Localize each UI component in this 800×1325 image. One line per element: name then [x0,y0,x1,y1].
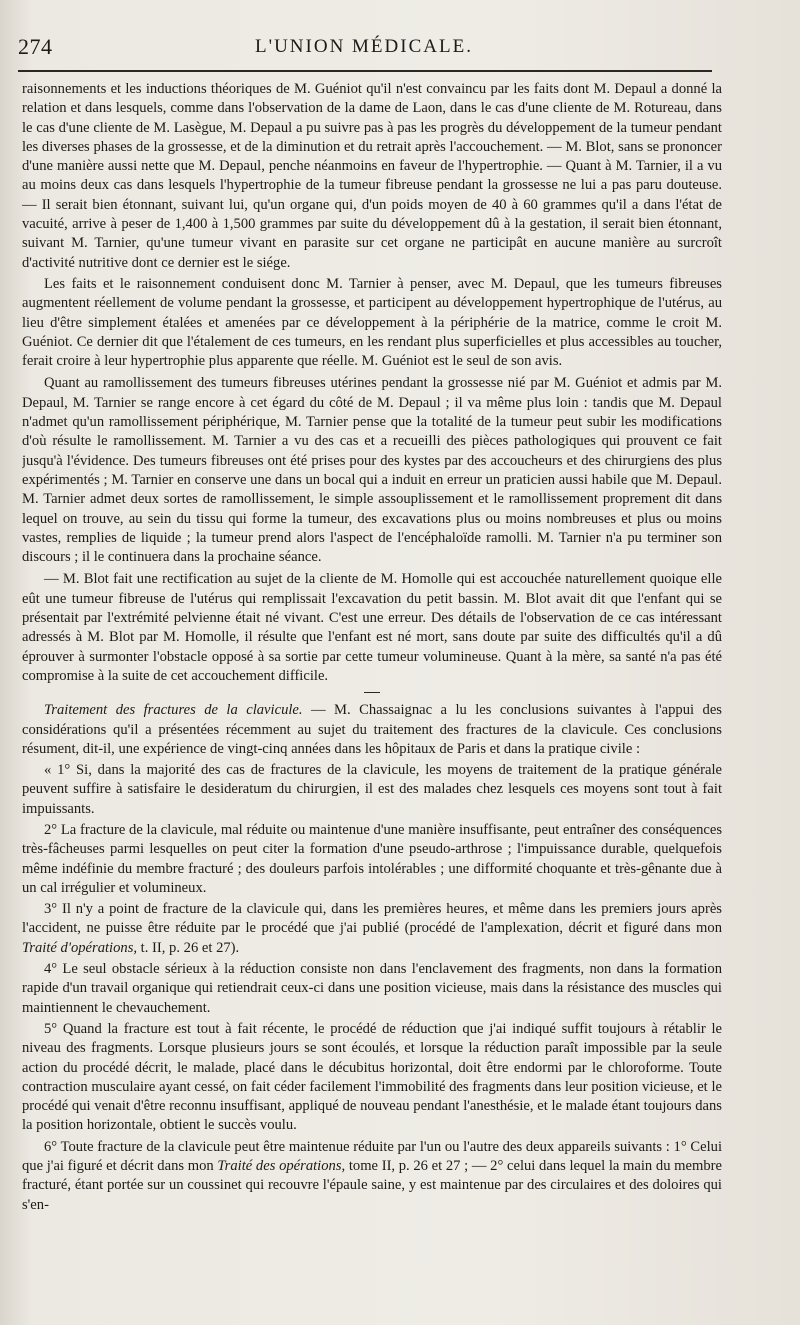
paragraph: Quant au ramollissement des tumeurs fibreuses utérines pendant la grossesse nié par M. Guéniot et admis par M. Depaul, M. Tarnier se range encore à cet égard du côté de M. Depaul ; il va même plus loin : tandis que M. Depaul n'admet qu'un ramollissement périphérique, M. Tarnier pense que la totalité de la tumeur peut subir les modifications d'où résulte le ramollissement. M. Tarnier a vu des cas et a recueilli des pièces pathologiques qui prouvent ce fait jusqu'à l'évidence. Des tumeurs fibreuses ont été prises pour des kystes par des accoucheurs et des chirurgiens des plus expérimentés ; M. Tarnier en conserve une dans un bocal qui a induit en erreur un praticien aussi habile que M. Depaul. M. Tarnier admet deux sortes de ramollissement, le simple assouplissement et le ramollissement proprement dit dans lequel on trouve, au sein du tissu qui forme la tumeur, des excavations plus ou moins nombreuses et plus ou moins vastes, remplies de liquide ; la tumeur prend alors l'aspect de l'encéphaloïde ramolli. M. Tarnier n'a pu terminer son discours ; il le continuera dans la prochaine séance. [22,375,722,566]
section-title: Traitement des fractures de la clavicule. [44,702,303,719]
book-title: Traité d'opérations, [22,939,138,956]
book-title: Traité des opérations, [217,1158,346,1175]
conclusion-item: 2° La fracture de la clavicule, mal réduite ou maintenue d'une manière insuffisante, peut entraîner des conséquences très-fâcheuses parmi lesquelles on peut citer la formation d'une pseudo-arthrose ; l'impuissance durable, quelquefois même indéfinie du membre fracturé ; des douleurs parfois intolérables ; une difformité choquante et très-gênante due à un cal irrégulier et volumineux. [22,821,722,896]
paragraph: Les faits et le raisonnement conduisent donc M. Tarnier à penser, avec M. Depaul, que les tumeurs fibreuses augmentent réellement de volume pendant la grossesse, et participent au développement hypertrophique de l'utérus, au lieu d'être simplement étalées et amenées par ce développement à la périphérie de la matrice, comme le croit M. Guéniot. Ce dernier dit que l'étalement de ces tumeurs, en les rendant plus superficielles et plus accessibles au toucher, ferait croire à leur hypertrophie plus apparente que réelle. M. Guéniot est le seul de son avis. [22,275,722,370]
running-title: L'UNION MÉDICALE. [255,36,473,57]
conclusion-item [22,900,722,958]
section-separator [364,692,380,693]
item-text: tome II, p. 26 et 27 ; — 2° celui dans lequel la main du membre fracturé, étant portée sur un coussinet qui recouvre l'épaule saine, y est maintenue par des circulaires et des doloires qui s'en- [22,1158,722,1213]
conclusion-item [22,1138,722,1215]
section-intro-text: — M. Chassaignac a lu les conclusions suivantes à l'appui des considérations qu'il a présentées récemment au sujet du traitement des fractures de la clavicule. Ces conclusions résument, dit-il, une expérience de vingt-cinq années dans les hôpitaux de Paris et dans la pratique civile : [22,702,722,757]
item-text: 6° Toute fracture de la clavicule peut être maintenue réduite par l'un ou l'autre des deux appareils suivants : 1° Celui que j'ai figuré et décrit dans mon [22,1138,722,1175]
conclusion-item: 4° Le seul obstacle sérieux à la réduction consiste non dans l'enclavement des fragments, non dans la formation rapide d'un travail organique qui retiendrait ceux-ci dans une position vicieuse, mais dans la résistance des muscles qui maintiennent le chevauchement. [22,961,722,1016]
conclusion-item: 5° Quand la fracture est tout à fait récente, le procédé de réduction que j'ai indiqué suffit toujours à rétablir le niveau des fragments. Lorsque plusieurs jours se sont écoulés, et lorsque la réduction paraît impossible par la seule action du procédé décrit, le malade, placé dans le décubitus horizontal, doit être endormi par le chloroforme. Toute contraction musculaire ayant cessé, on fait céder facilement l'immobilité des fragments dans leur position vicieuse, et le procédé qui venait d'être reconnu insuffisant, appliqué de nouveau pendant l'anesthésie, et le malade étant toujours dans la position horizontale, obtient le succès voulu. [22,1020,722,1134]
paragraph: — M. Blot fait une rectification au sujet de la cliente de M. Homolle qui est accouchée naturellement quoique elle eût une tumeur fibreuse de l'utérus qui remplissait l'excavation du petit bassin. M. Blot avait dit que l'enfant qui se présentait par l'extrémité pelvienne était né vivant. C'est une erreur. Des détails de l'observation de ce cas intéressant adressés à M. Blot par M. Homolle, il résulte que l'enfant est né mort, sans doute par suite des difficultés qu'il a dû éprouver à surmonter l'obstacle opposé à sa sortie par cette tumeur volumineuse. Quant à la mère, sa santé n'a pas été compromise à la suite de cet accouchement difficile. [22,571,722,684]
page-header [18,34,710,66]
item-text: t. II, p. 26 et 27). [137,939,240,956]
conclusion-item: « 1° Si, dans la majorité des cas de fractures de la clavicule, les moyens de traitement de la pratique générale peuvent suffire à satisfaire le desideratum du chirurgien, il est des malades chez lesquels ces moyens sont tout à fait impuissants. [22,762,722,817]
item-text: 3° Il n'y a point de fracture de la clavicule qui, dans les premières heures, et même dans les premiers jours après l'accident, ne puisse être réduite par le procédé que j'ai publié (procédé de l'amplexation, décrit et figuré dans mon [22,901,722,937]
page-number: 274 [18,34,53,59]
body-text [22,80,722,1319]
header-rule [18,70,712,72]
section-intro [22,701,722,759]
paragraph-continued: raisonnements et les inductions théoriques de M. Guéniot qu'il n'est convaincu par les faits dont M. Depaul a donné la relation et dans lesquels, comme dans l'observation de la dame de Laon, dans le cas d'une cliente de M. Rotureau, dans le cas d'une cliente de M. Lasègue, M. Depaul a pu suivre pas à pas les progrès du développement de la tumeur pendant les diverses phases de la grossesse, et de la diminution et du retrait après l'accouchement. — M. Blot, sans se prononcer d'une manière aussi nette que M. Depaul, penche néanmoins en faveur de l'hypertrophie. — Quant à M. Tarnier, il a vu au moins deux cas dans lesquels l'hypertrophie de la tumeur fibreuse pendant la grossesse ne lui a pas paru douteuse. — Il serait bien étonnant, suivant lui, qu'un organe qui, d'un poids moyen de 40 à 60 grammes qu'il a dans l'état de vacuité, arrive à peser de 1,400 à 1,500 grammes par suite du développement dû à la gestation, il serait bien étonnant, suivant M. Tarnier, qu'une tumeur vivant en parasite sur cet organe ne participât en aucune manière au surcroît d'activité nutritive dont ce dernier est le siége. [22,81,722,271]
